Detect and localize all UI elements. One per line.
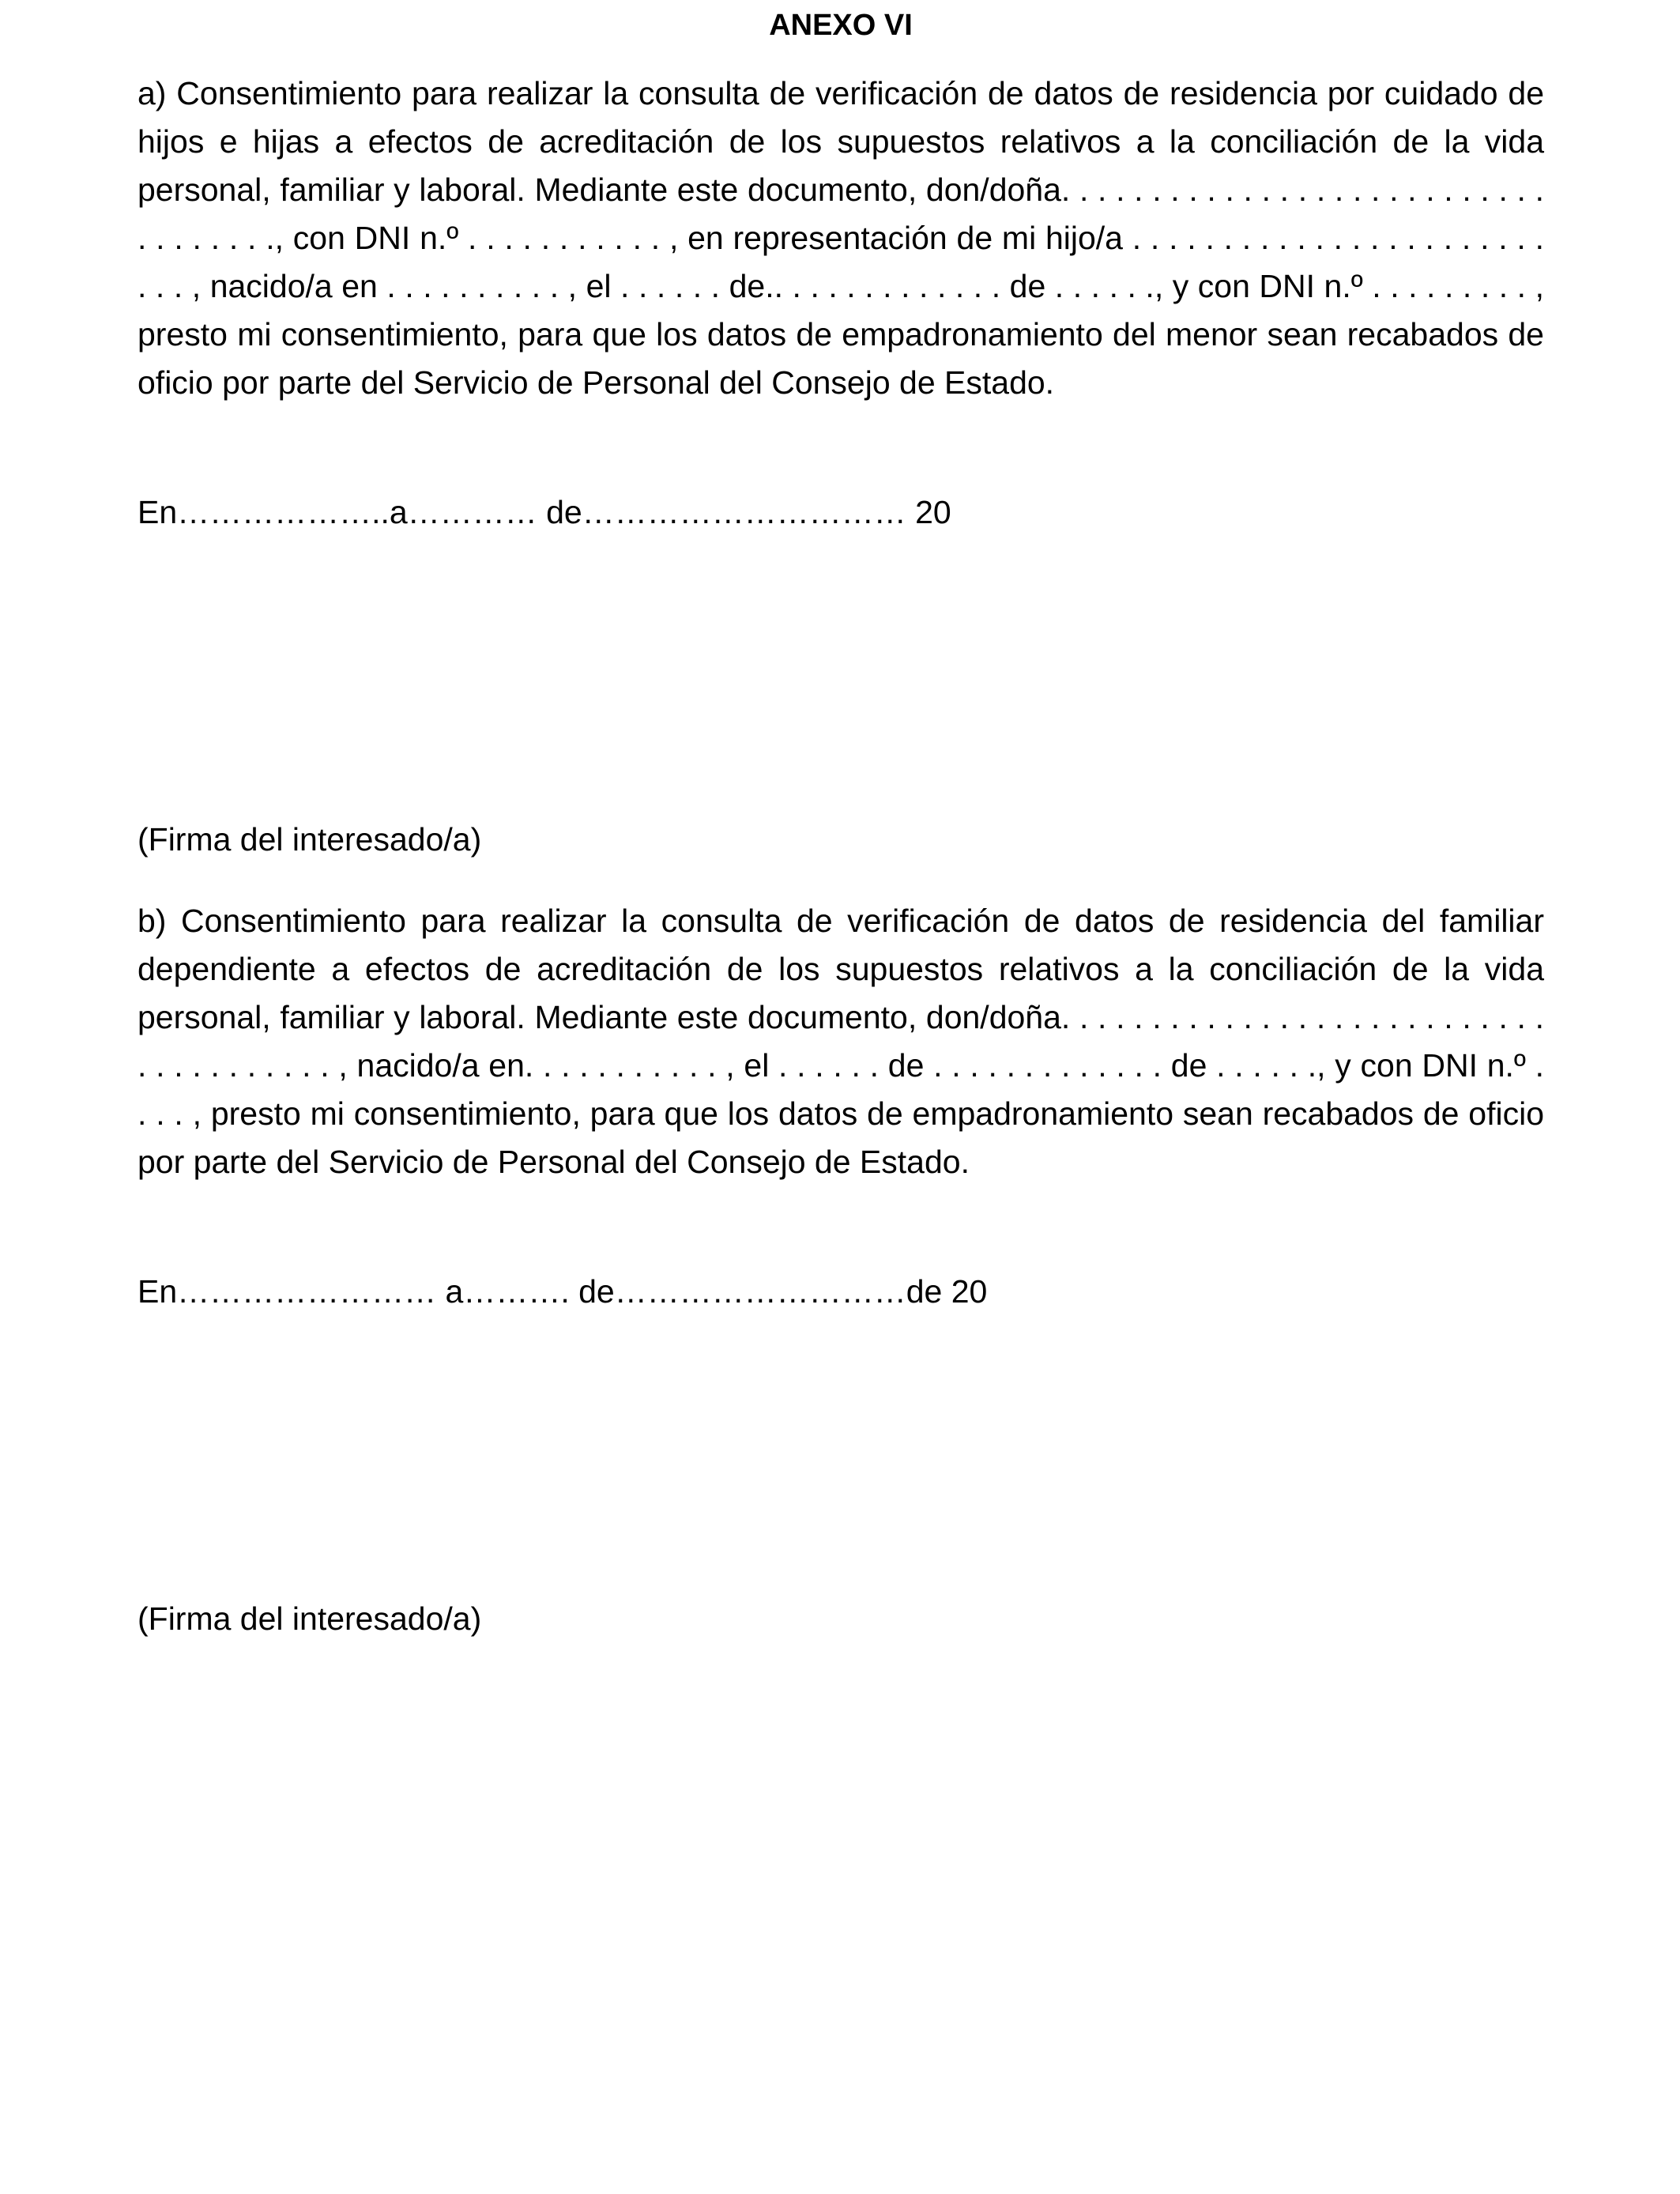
document-title: ANEXO VI: [769, 9, 913, 42]
section-b-paragraph: b) Consentimiento para realizar la consulta de verificación de datos de residencia del familiar dependiente a efectos de acreditación de los supuestos relativos a la conciliación de la vida personal, familiar y laboral. Mediante este documento, don/doña. . . . . . . . . . . . . . . . . . . . . . . . . . . . . . . . . . . . . . , nacido/a en. . . . . . . . . . . , el . . . . . . de . . . . . . . . . . . . . de . . . . . ., y con DNI n.º . . . . , presto mi consentimiento, para que los datos de empadronamiento sean recabados de oficio por parte del Servicio de Personal del Consejo de Estado.: [137, 903, 1544, 1180]
section-a-date-line: En………………..a………… de………………………… 20: [137, 494, 951, 530]
document-page: [137, 0, 1544, 2194]
section-a-signature-label: (Firma del interesado/a): [137, 821, 482, 858]
section-b-signature-label: (Firma del interesado/a): [137, 1600, 482, 1637]
section-b-date-line: En…………………… a………. de………………………de 20: [137, 1273, 988, 1310]
section-a-paragraph: a) Consentimiento para realizar la consulta de verificación de datos de residencia por cuidado de hijos e hijas a efectos de acreditación de los supuestos relativos a la conciliación de la vida personal, familiar y laboral. Mediante este documento, don/doña. . . . . . . . . . . . . . . . . . . . . . . . . . . . . . . . . . ., con DNI n.º . . . . . . . . . . . , en representación de mi hijo/a . . . . . . . . . . . . . . . . . . . . . . . . . . , nacido/a en . . . . . . . . . . , el . . . . . . de.. . . . . . . . . . . . . de . . . . . ., y con DNI n.º . . . . . . . . . , presto mi consentimiento, para que los datos de empadronamiento del menor sean recabados de oficio por parte del Servicio de Personal del Consejo de Estado.: [137, 75, 1544, 401]
